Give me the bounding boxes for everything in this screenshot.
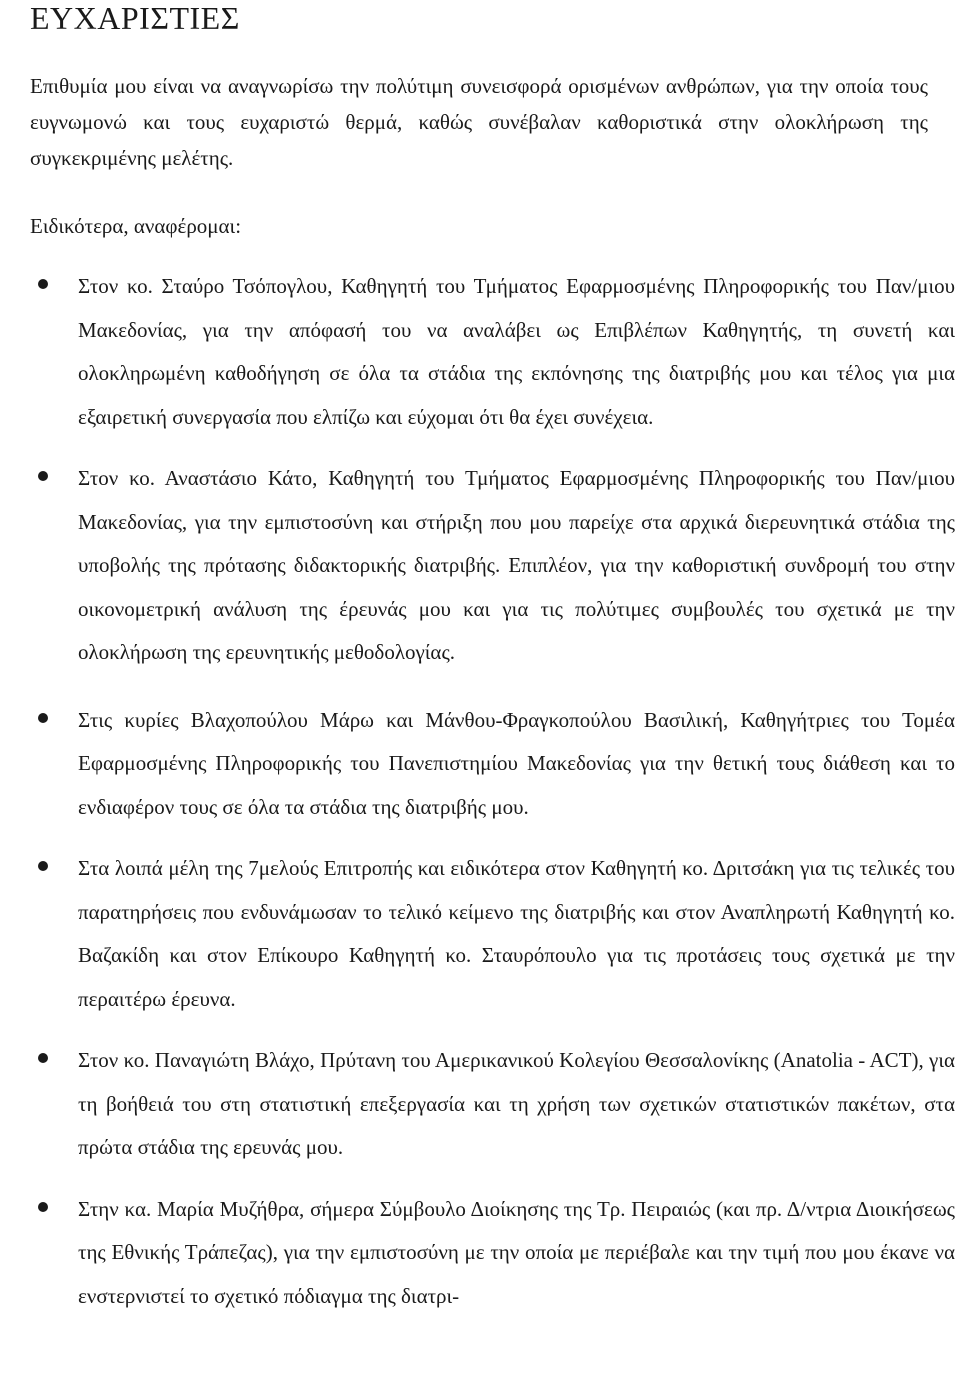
bullet-icon <box>38 279 48 289</box>
list-item <box>0 847 955 1021</box>
list-item-text: Στις κυρίες Βλαχοπούλου Μάρω και Μάνθου-Φραγκοπούλου Βασιλική, Καθηγήτριες του Τομέα Εφαρμοσμένης Πληροφορικής του Πανεπιστημίου Μακεδονίας για την θετική τους διάθεση και το ενδιαφέρον τους σε όλα τα στάδια της διατριβής μου. <box>78 707 955 819</box>
list-item-text: Στην κα. Μαρία Μυζήθρα, σήμερα Σύμβουλο Διοίκησης της Τρ. Πειραιώς (και πρ. Δ/ντρια Διοικήσεως της Εθνικής Τράπεζας), για την εμπιστοσύνη με την οποία με περιέβαλε και την τιμή που μου έκανε να ενστερνιστεί το σχετικό πόδιαγμα της διατρι- <box>78 1196 955 1308</box>
bullet-icon <box>38 1202 48 1212</box>
intro-paragraph: Επιθυμία μου είναι να αναγνωρίσω την πολύτιμη συνεισφορά ορισμένων ανθρώπων, για την οποία τους ευγνωμονώ και τους ευχαριστώ θερμά, καθώς συνέβαλαν καθοριστικά στην ολοκλήρωση της συγκεκριμένης μελέτης. <box>30 74 928 170</box>
list-item <box>0 265 955 439</box>
list-item <box>0 1188 955 1319</box>
page-title: ΕΥΧΑΡΙΣΤΙΕΣ <box>30 0 240 36</box>
bullet-icon <box>38 1053 48 1063</box>
bullet-icon <box>38 861 48 871</box>
list-item-text: Στον κο. Παναγιώτη Βλάχο, Πρύτανη του Αμερικανικού Κολεγίου Θεσσαλονίκης (Anatolia - ACT), για τη βοήθειά του στη στατιστική επεξεργασία και τη χρήση των σχετικών στατιστικών πακέτων, στα πρώτα στάδια της ερευνάς μου. <box>78 1048 955 1159</box>
lead-sentence: Ειδικότερα, αναφέρομαι: <box>30 214 242 238</box>
list-item-text: Στον κο. Αναστάσιο Κάτο, Καθηγητή του Τμήματος Εφαρμοσμένης Πληροφορικής του Παν/μιου Μακεδονίας, για την εμπιστοσύνη και στήριξη που μου παρείχε στα αρχικά διερευνητικά στάδια της υποβολής της πρότασης διδακτορικής διατριβής. Επιπλέον, για την καθοριστική συνδρομή του στην οικονομετρική ανάλυση της έρευνάς μου και για τις πολύτιμες συμβουλές του σχετικά με την ολοκλήρωση της ερευνητικής μεθοδολογίας. <box>78 466 955 664</box>
bullet-icon <box>38 713 48 723</box>
acknowledgements-list <box>0 265 960 1336</box>
list-item <box>0 1039 955 1170</box>
bullet-icon <box>38 471 48 481</box>
list-item-text: Στα λοιπά μέλη της 7μελούς Επιτροπής και ειδικότερα στον Καθηγητή κο. Δριτσάκη για τις τελικές του παρατηρήσεις που ενδυνάμωσαν το τελικό κείμενο της διατριβής και στον Αναπληρωτή Καθηγητή κο. Βαζακίδη και στον Επίκουρο Καθηγητή κο. Σταυρόπουλο για τις προτάσεις τους σχετικά με την περαιτέρω έρευνα. <box>78 856 955 1011</box>
list-item-text: Στον κο. Σταύρο Τσόπογλου, Καθηγητή του Τμήματος Εφαρμοσμένης Πληροφορικής του Παν/μιου Μακεδονίας, για την απόφασή του να αναλάβει ως Επιβλέπων Καθηγητής, τη συνετή και ολοκληρωμένη καθοδήγηση σε όλα τα στάδια της εκπόνησης της διατριβής μου και τέλος για μια εξαιρετική συνεργασία που ελπίζω και εύχομαι ότι θα έχει συνέχεια. <box>78 274 955 429</box>
list-item <box>0 699 955 830</box>
list-item <box>0 457 955 675</box>
